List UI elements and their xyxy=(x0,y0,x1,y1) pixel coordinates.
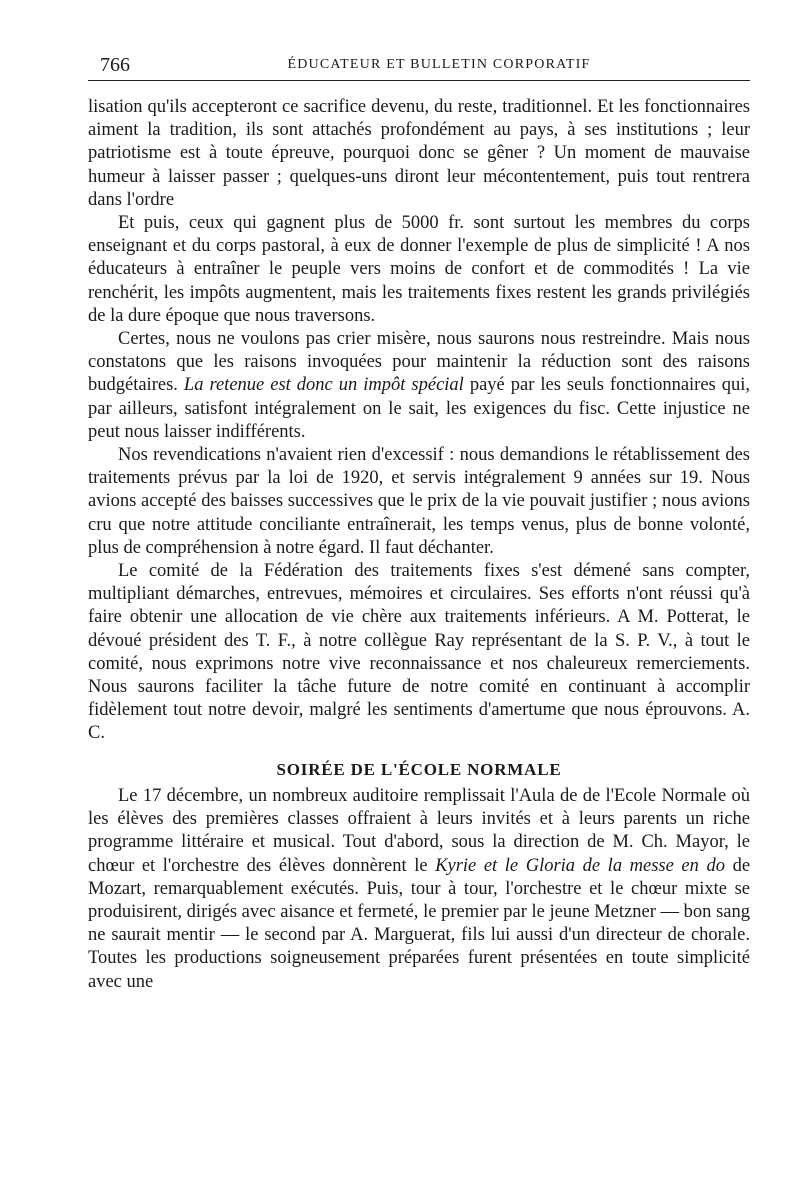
section-paragraph xyxy=(88,785,750,994)
paragraph-3-text-a: Certes, nous ne voulons pas crier misère, nous saurons nous restreindre. Mais nous constatons que les raisons invoquées pour maintenir la réduction sont des raisons budgétaires. xyxy=(88,329,750,396)
paragraph-5-text: Le comité de la Fédération des traitements fixes s'est démené sans compter, multipliant démarches, entrevues, mémoires et circulaires. Ses efforts n'ont réussi qu'à faire obtenir une allocation de vie chère aux traitements inférieurs. A M. Potterat, le dévoué président des T. F., à notre collègue Ray représentant de la S. P. V., à tout le comité, nous exprimons notre vive reconnaissance et nos chaleureux remerciements. Nous saurons faciliter la tâche future de notre comité en continuant à accomplir fidèlement tout notre devoir, malgré les sentiments d'amertume que nous éprouvons. xyxy=(88,561,750,721)
section-text-a: Le 17 décembre, un nombreux auditoire remplissait l'Aula de de l'Ecole Normale où les élèves des premières classes offraient à leurs invités et à leurs parents un riche programme littéraire et musical. Tout d'abord, sous la direction de M. Ch. Mayor, le chœur et l'orchestre des élèves donnèrent le xyxy=(88,785,750,876)
article-body xyxy=(88,96,750,994)
section-italic: Kyrie et le Gloria de la messe en do xyxy=(435,855,725,876)
running-head xyxy=(88,52,750,81)
paragraph-2: Et puis, ceux qui gagnent plus de 5000 fr. sont surtout les membres du corps enseignant et du corps pastoral, à eux de donner l'exemple de plus de simplicité ! A nos éducateurs à entraîner le peuple vers moins de confort et de commodités ! La vie renchérit, les impôts augmentent, mais les traitements fixes restent les grands privilégiés de la dure époque que nous traversons. xyxy=(88,213,750,326)
paragraph-3-italic: La retenue est donc un impôt spécial xyxy=(183,375,464,396)
signature: A. C. xyxy=(88,700,750,744)
page-number: 766 xyxy=(100,54,130,76)
paragraph-5 xyxy=(88,560,750,746)
paragraph-3-text-b: payé par les seuls fonctionnaires qui, par ailleurs, satisfont intégralement on le sait, les exigences du fisc. Cette injustice ne peut nous laisser indifférents. xyxy=(88,375,751,442)
journal-title: ÉDUCATEUR ET BULLETIN CORPORATIF xyxy=(287,57,591,72)
paragraph-3 xyxy=(88,328,750,444)
paragraph-4: Nos revendications n'avaient rien d'excessif : nous demandions le rétablissement des traitements prévus par la loi de 1920, et servis intégralement 9 années sur 19. Nous avions accepté des baisses successives que le prix de la vie pouvait justifier ; nous avions cru que notre attitude conciliante entraînerait, les temps venus, plus de bonne volonté, plus de compréhension à notre égard. Il faut déchanter. xyxy=(88,445,750,558)
paragraph-1: lisation qu'ils accepteront ce sacrifice devenu, du reste, traditionnel. Et les fonctionnaires aiment la tradition, ils sont attachés profondément au pays, à ses institutions ; leur patriotisme est à toute épreuve, pourquoi donc se gêner ? Un moment de mauvaise humeur à laisser passer ; quelques-uns diront leur mécontentement, puis tout rentrera dans l'ordre xyxy=(88,97,750,210)
section-text-b: de Mozart, remarquablement exécutés. Puis, tour à tour, l'orchestre et le chœur mixte se produisirent, dirigés avec aisance et fermeté, le premier par le jeune Metzner — bon sang ne saurait mentir — le second par A. Marguerat, fils lui aussi d'un directeur de chorale. Toutes les productions soigneusement préparées furent présentées en toute simplicité avec une xyxy=(88,855,751,992)
section-heading: SOIRÉE DE L'ÉCOLE NORMALE xyxy=(276,759,562,779)
